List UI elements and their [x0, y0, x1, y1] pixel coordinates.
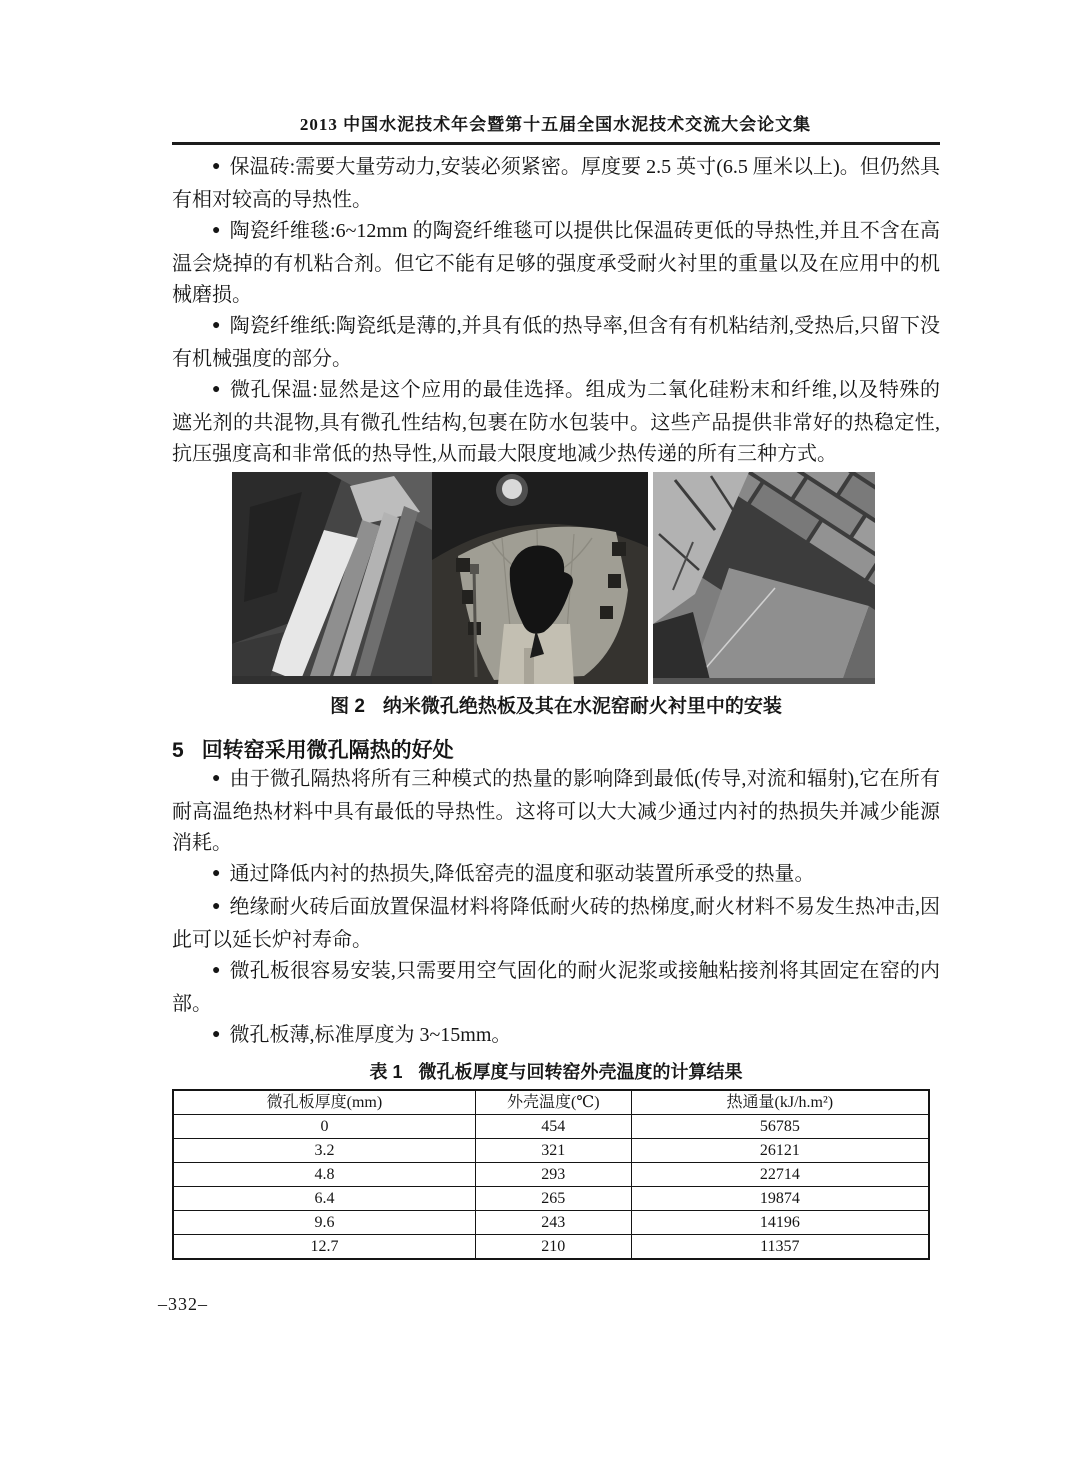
bullet-marker: ●	[212, 1027, 221, 1042]
bullet-marker: ●	[212, 159, 221, 174]
paragraph-text: 微孔板很容易安装,只需要用空气固化的耐火泥浆或接触粘接剂将其固定在窑的内部。	[172, 960, 941, 1015]
section-number: 5	[172, 739, 184, 762]
bullet-paragraph	[172, 859, 940, 892]
table-cell: 243	[475, 1211, 631, 1235]
figure-2-caption	[172, 691, 940, 718]
table-cell: 14196	[631, 1211, 929, 1235]
col-header-heat-flux: 热通量(kJ/h.m²)	[631, 1090, 929, 1115]
table-title-text: 微孔板厚度与回转窑外壳温度的计算结果	[418, 1062, 743, 1082]
paragraph-text: 微孔保温:显然是这个应用的最佳选择。组成为二氧化硅粉末和纤维,以及特殊的遮光剂的共混物,具有微孔性结构,包裹在防水包装中。这些产品提供非常好的热稳定性,抗压强度高和非常低的热导性,从而最大限度地减少热传递的所有三种方式。	[172, 379, 940, 465]
paragraph-text: 通过降低内衬的热损失,降低窑壳的温度和驱动装置所承受的热量。	[229, 863, 815, 885]
table-1	[172, 1089, 930, 1260]
bullet-marker: ●	[212, 223, 221, 238]
microporous-boards-photo	[232, 472, 432, 684]
section-5-bullet-list	[172, 764, 940, 1053]
table-cell: 11357	[631, 1235, 929, 1260]
bullet-paragraph	[172, 892, 940, 956]
bullet-paragraph	[172, 1020, 940, 1053]
table-cell: 26121	[631, 1139, 929, 1163]
table-cell: 9.6	[173, 1211, 475, 1235]
bullet-paragraph	[172, 216, 940, 311]
col-header-board-thickness: 微孔板厚度(mm)	[173, 1090, 475, 1115]
bullet-marker: ●	[212, 866, 221, 881]
bullet-paragraph	[172, 956, 940, 1020]
kiln-interior-graphic	[432, 472, 648, 684]
refractory-brick-lining-photo	[653, 472, 875, 684]
bullet-marker: ●	[212, 318, 221, 333]
table-cell: 19874	[631, 1187, 929, 1211]
table-cell: 0	[173, 1115, 475, 1139]
header-rule	[172, 142, 940, 145]
table-cell: 3.2	[173, 1139, 475, 1163]
table-label: 表 1	[369, 1062, 403, 1082]
bullet-paragraph	[172, 311, 940, 375]
paragraph-text: 微孔板薄,标准厚度为 3~15mm。	[229, 1024, 512, 1046]
table-cell: 22714	[631, 1163, 929, 1187]
bullet-marker: ●	[212, 382, 222, 397]
table-row	[173, 1115, 929, 1139]
bullet-paragraph	[172, 764, 940, 859]
bullet-paragraph	[172, 152, 940, 216]
table-row	[173, 1163, 929, 1187]
section-title: 回转窑采用微孔隔热的好处	[201, 739, 454, 762]
bullet-paragraph	[172, 375, 940, 470]
figure-label: 图 2	[330, 696, 365, 717]
table-row	[173, 1211, 929, 1235]
paragraph-text: 绝缘耐火砖后面放置保温材料将降低耐火砖的热梯度,耐火材料不易发生热冲击,因此可以延长炉衬寿命。	[172, 896, 941, 951]
table-cell: 210	[475, 1235, 631, 1260]
proceedings-header: 2013 中国水泥技术年会暨第十五届全国水泥技术交流大会论文集	[299, 115, 812, 134]
table-cell: 454	[475, 1115, 631, 1139]
bullet-marker: ●	[212, 771, 221, 786]
bullet-marker: ●	[212, 899, 221, 914]
table-row	[173, 1235, 929, 1260]
page-number: –332–	[158, 1294, 208, 1314]
paragraph-text: 陶瓷纤维纸:陶瓷纸是薄的,并具有低的热导率,但含有有机粘结剂,受热后,只留下没有机械强度的部分。	[172, 315, 940, 370]
paragraph-text: 由于微孔隔热将所有三种模式的热量的影响降到最低(传导,对流和辐射),它在所有耐高温绝热材料中具有最低的导热性。这将可以大大减少通过内衬的热损失并减少能源消耗。	[172, 768, 940, 854]
table-row	[173, 1187, 929, 1211]
table-cell: 4.8	[173, 1163, 475, 1187]
kiln-interior-installation-photo	[432, 472, 648, 684]
table-cell: 293	[475, 1163, 631, 1187]
table-cell: 6.4	[173, 1187, 475, 1211]
table-cell: 12.7	[173, 1235, 475, 1260]
table-row	[173, 1139, 929, 1163]
table-cell: 56785	[631, 1115, 929, 1139]
bullet-marker: ●	[212, 963, 221, 978]
col-header-shell-temperature: 外壳温度(℃)	[475, 1090, 631, 1115]
intro-bullet-list	[172, 152, 940, 470]
figure-2-photo-strip	[232, 472, 875, 684]
paragraph-text: 保温砖:需要大量劳动力,安装必须紧密。厚度要 2.5 英寸(6.5 厘米以上)。但仍然具有相对较高的导热性。	[172, 156, 940, 211]
table-cell: 265	[475, 1187, 631, 1211]
brick-lining-graphic	[653, 472, 875, 684]
table-1-title	[172, 1058, 940, 1084]
microporous-boards-graphic	[232, 472, 432, 684]
paragraph-text: 陶瓷纤维毯:6~12mm 的陶瓷纤维毯可以提供比保温砖更低的导热性,并且不含在高温会烧掉的有机粘合剂。但它不能有足够的强度承受耐火衬里的重量以及在应用中的机械磨损。	[172, 220, 940, 306]
section-5-heading	[172, 734, 940, 764]
figure-caption-text: 纳米微孔绝热板及其在水泥窑耐火衬里中的安装	[382, 696, 782, 717]
table-header-row	[173, 1090, 929, 1115]
table-cell: 321	[475, 1139, 631, 1163]
